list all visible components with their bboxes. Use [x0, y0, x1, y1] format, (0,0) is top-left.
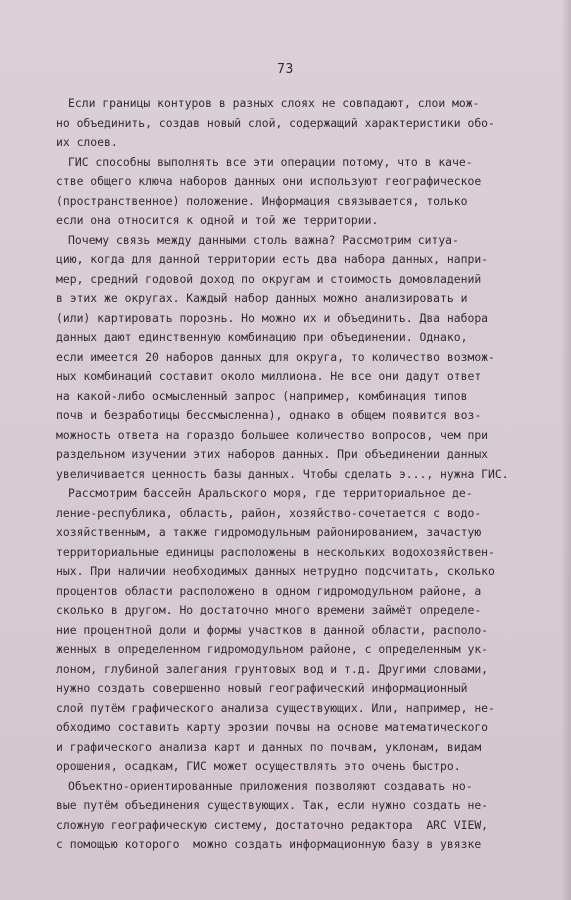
text-line: раздельном изучении этих наборов данных. При объединении данных	[56, 447, 489, 461]
text-line: (пространственное) положение. Информация связывается, только	[56, 193, 468, 208]
text-line: Если границы контуров в разных слоях не совпадают, слои мож-	[68, 96, 480, 110]
text-line: сложную географическую систему, достаточно редактора ARC VIEW,	[56, 817, 489, 832]
text-line: вые путём объединения существующих. Так, если нужно создать не-	[56, 798, 489, 812]
text-line: сколько в другом. Но достаточно много времени займёт определе-	[56, 603, 482, 617]
text-line: ление-республика, область, район, хозяйство-сочетается с водо-	[56, 505, 482, 520]
text-line: Объектно-ориентированные приложения позволяют создавать но-	[68, 778, 473, 793]
text-line: орошения, осадкам, ГИС может осуществлять это очень быстро.	[56, 759, 461, 773]
text-line: хозяйственным, а также гидромодульным районированием, зачастую	[56, 525, 482, 539]
text-line: мер, средний годовой доход по округам и стоимость домовладений	[56, 271, 482, 286]
text-line: лоном, глубиной залегания грунтовых вод и т.д. Другими словами,	[56, 661, 489, 676]
text-line: почв и безработицы бессмысленна), однако в общем появится воз-	[56, 408, 482, 422]
text-line: в этих же округах. Каждый набор данных можно анализировать и	[56, 291, 468, 305]
page-number: 73	[277, 62, 294, 77]
text-line: женных в определенном гидромодульном районе, с определенным ук-	[56, 642, 489, 656]
text-line: стве общего ключа наборов данных они используют географическое	[56, 174, 482, 188]
text-line: процентов области расположено в одном гидромодульном районе, а	[56, 583, 482, 598]
text-line: ГИС способны выполнять все эти операции потому, что в качe-	[68, 154, 473, 169]
text-line: нужно создать совершенно новый географический информационный	[56, 681, 468, 695]
text-line: обходимо составить карту эрозии почвы на основе математического	[56, 720, 489, 734]
text-line: их слоев.	[56, 135, 118, 149]
text-line: можность ответа на гораздо большее количество вопросов, чем при	[56, 427, 489, 442]
text-line: если имеется 20 наборов данных для округа, то количество возмож-	[56, 349, 495, 364]
body-text	[56, 94, 553, 855]
text-line: Почему связь между данными столь важна? Рассмотрим ситуа-	[68, 232, 459, 247]
text-line: и графического анализа карт и данных по почвам, уклонам, видам	[56, 739, 482, 754]
paragraph	[56, 484, 553, 777]
paragraph	[56, 231, 553, 485]
text-line: с помощью которого можно создать информационную базу в увязке	[56, 837, 482, 851]
text-line: (или) картировать порознь. Но можно их и объединить. Два набора	[56, 310, 489, 325]
text-line: территориальные единицы расположены в нескольких водохозяйствен-	[56, 544, 495, 559]
text-line: увеличивается ценность базы данных. Чтобы сделать э..., нужна ГИС.	[56, 466, 509, 481]
text-line: на какой-либо осмысленный запрос (например, комбинация типов	[56, 388, 468, 403]
text-line: если она относится к одной и той же территории.	[56, 213, 379, 227]
text-line: данных дают единственную комбинацию при объединении. Однако,	[56, 330, 468, 344]
paragraph	[56, 94, 553, 153]
text-line: но объединить, создав новый слой, содержащий характеристики обо-	[56, 115, 495, 130]
paragraph	[56, 777, 553, 855]
text-line: ние процентной доли и формы участков в данной области, располо-	[56, 622, 489, 637]
text-line: ных комбинаций составит около миллиона. Не все они дадут ответ	[56, 369, 482, 383]
text-line: слой путём графического анализа существующих. Или, например, не-	[56, 700, 495, 715]
paragraph	[56, 153, 553, 231]
text-line: ных. При наличии необходимых данных нетрудно подсчитать, сколько	[56, 564, 495, 578]
text-line: Рассмотрим бассейн Аральского моря, где территориальное де-	[68, 486, 473, 500]
text-line: цию, когда для данной территории есть два набора данных, напри-	[56, 252, 489, 266]
